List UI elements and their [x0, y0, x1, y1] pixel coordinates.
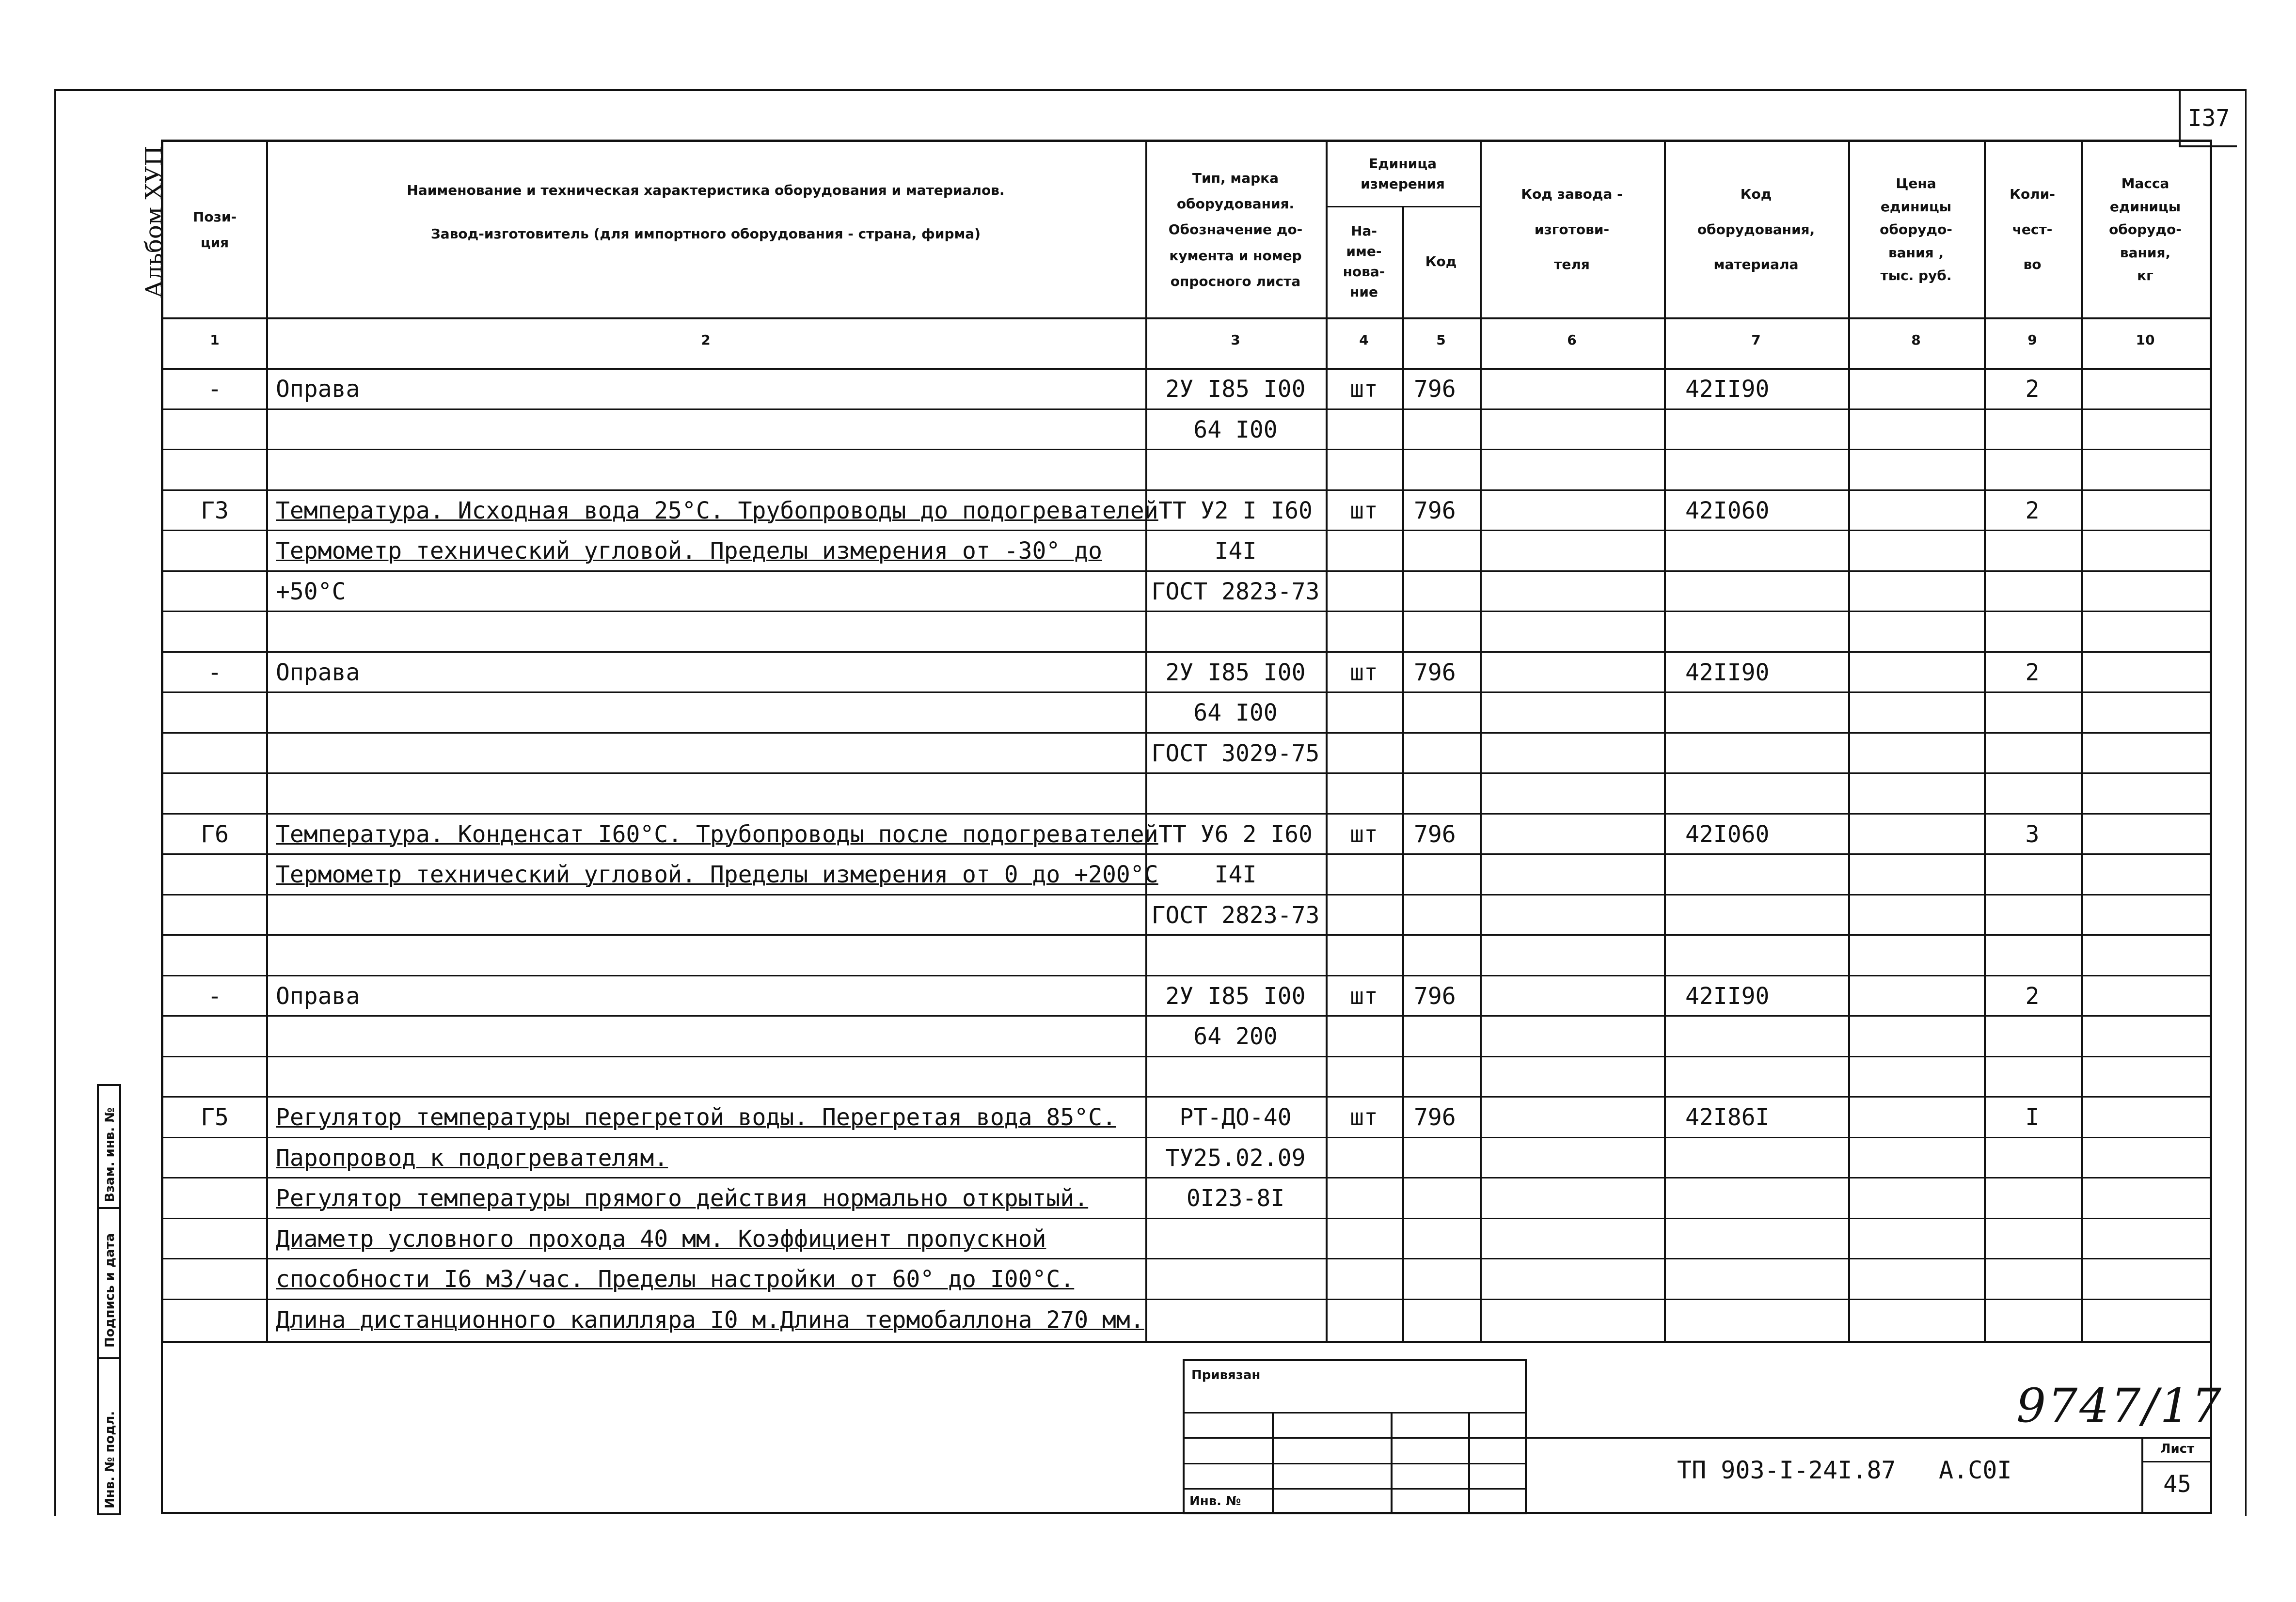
stamp-line	[1185, 1412, 1525, 1414]
stamp-line	[1185, 1463, 1525, 1464]
header-unit-code: Код	[1425, 253, 1457, 270]
header-equipment-code: Код оборудования, материала	[1697, 186, 1815, 273]
list-box	[2141, 1437, 2211, 1512]
column-number: 7	[1751, 332, 1761, 348]
col-divider	[2081, 142, 2083, 1341]
table-cell-code: 42II90	[1685, 376, 1770, 403]
header-price: Цена единицы оборудо- вания , тыс. руб.	[1880, 175, 1952, 284]
table-cell-qty: 2	[2025, 659, 2040, 686]
table-cell-name: Длина дистанционного капилляра I0 м.Длина термобаллона 270 мм.	[276, 1306, 1144, 1334]
side-divider	[99, 1357, 119, 1359]
row-divider	[163, 1299, 2210, 1300]
table-cell-unit: шт	[1350, 659, 1378, 686]
list-number: 45	[2163, 1471, 2191, 1498]
table-cell-type: 64 I00	[1193, 416, 1278, 443]
row-divider	[163, 732, 2210, 734]
header-name-line2: Завод-изготовитель (для импортного оборудования - страна, фирма)	[430, 226, 981, 242]
column-number: 4	[1359, 332, 1369, 348]
col-divider	[1848, 142, 1850, 1341]
table-cell-ucode: 796	[1414, 659, 1456, 686]
table-cell-code: 42I060	[1685, 497, 1770, 524]
row-divider	[163, 813, 2210, 815]
table-cell-pos: Г6	[201, 820, 229, 848]
table-cell-qty: 3	[2025, 820, 2040, 848]
column-number: 6	[1567, 332, 1577, 348]
stamp-inv-no: Инв. №	[1189, 1494, 1241, 1508]
header-divider	[163, 368, 2210, 370]
binding-stamp	[1183, 1359, 1527, 1514]
table-cell-qty: 2	[2025, 497, 2040, 524]
table-cell-name: +50°С	[276, 578, 346, 605]
table-cell-name: Температура. Исходная вода 25°С. Трубопроводы до подогревателей	[276, 497, 1158, 524]
row-divider	[163, 1218, 2210, 1219]
table-cell-pos: -	[207, 659, 222, 686]
col-divider	[1664, 142, 1666, 1341]
handwritten-number: 9747/17	[2016, 1379, 2223, 1433]
row-divider	[163, 975, 2210, 976]
row-divider	[163, 853, 2210, 855]
table-cell-code: 42I060	[1685, 820, 1770, 848]
table-cell-unit: шт	[1350, 376, 1378, 403]
table-cell-name: Термометр технический угловой. Пределы измерения от 0 до +200°С	[276, 861, 1158, 888]
column-number: 2	[701, 332, 711, 348]
table-cell-unit: шт	[1350, 982, 1378, 1010]
table-cell-name: Паропровод к подогревателям.	[276, 1144, 668, 1172]
header-factory-code: Код завода - изготови- теля	[1521, 186, 1623, 273]
stamp-line	[1185, 1488, 1525, 1490]
album-label: Альбом ХУП	[141, 145, 168, 298]
row-divider	[163, 772, 2210, 774]
col-divider	[1326, 142, 1328, 1341]
table-cell-name: Оправа	[276, 376, 360, 403]
table-cell-type: ГОСТ 2823-73	[1151, 901, 1320, 929]
table-cell-code: 42II90	[1685, 982, 1770, 1010]
table-cell-name: Регулятор температуры прямого действия нормально открытый.	[276, 1185, 1089, 1212]
table-cell-ucode: 796	[1414, 820, 1456, 848]
stamp-line	[1272, 1412, 1274, 1512]
table-cell-ucode: 796	[1414, 497, 1456, 524]
sheet-number: I37	[2179, 91, 2237, 147]
table-cell-pos: Г3	[201, 497, 229, 524]
row-divider	[163, 1015, 2210, 1017]
row-divider	[163, 691, 2210, 693]
table-cell-qty: 2	[2025, 982, 2040, 1010]
stamp-line	[1391, 1412, 1393, 1512]
table-cell-qty: 2	[2025, 376, 2040, 403]
side-label-podpis: Подпись и дата	[103, 1233, 117, 1348]
column-number: 10	[2136, 332, 2155, 348]
equipment-table	[161, 140, 2212, 1343]
column-number: 5	[1436, 332, 1446, 348]
table-cell-ucode: 796	[1414, 376, 1456, 403]
row-divider	[163, 1177, 2210, 1178]
side-label-box	[97, 1084, 121, 1515]
table-cell-pos: Г5	[201, 1104, 229, 1131]
table-cell-pos: -	[207, 376, 222, 403]
table-cell-qty: I	[2025, 1104, 2040, 1131]
row-divider	[163, 894, 2210, 895]
header-unit-group: Единица измерения	[1361, 156, 1445, 192]
col-divider	[1480, 142, 1482, 1341]
stamp-line	[1468, 1412, 1470, 1512]
row-divider	[163, 570, 2210, 572]
table-cell-type: ТУ25.02.09	[1165, 1144, 1306, 1172]
table-cell-unit: шт	[1350, 1104, 1378, 1131]
column-number: 1	[210, 332, 220, 348]
table-cell-name: Оправа	[276, 659, 360, 686]
table-cell-code: 42I86I	[1685, 1104, 1770, 1131]
list-label: Лист	[2160, 1442, 2195, 1456]
table-cell-code: 42II90	[1685, 659, 1770, 686]
table-cell-type: 2У I85 I00	[1165, 659, 1306, 686]
side-label-vzam: Взам. инв. №	[103, 1107, 117, 1202]
column-number: 9	[2027, 332, 2037, 348]
row-divider	[163, 1137, 2210, 1138]
album-code: А.С0I	[1939, 1456, 2012, 1484]
table-cell-type: 2У I85 I00	[1165, 982, 1306, 1010]
table-cell-name: Оправа	[276, 982, 360, 1010]
table-cell-type: I4I	[1214, 861, 1257, 888]
document-code: ТП 903-I-24I.87	[1677, 1456, 1896, 1484]
table-cell-unit: шт	[1350, 820, 1378, 848]
row-divider	[163, 611, 2210, 612]
side-label-inv-podl: Инв. № подл.	[103, 1411, 117, 1508]
table-cell-type: 64 200	[1193, 1023, 1278, 1050]
row-divider	[163, 1258, 2210, 1259]
stamp-line	[1185, 1437, 1525, 1439]
header-divider	[163, 317, 2210, 319]
table-cell-unit: шт	[1350, 497, 1378, 524]
header-position: Пози- ция	[192, 208, 237, 251]
row-divider	[163, 530, 2210, 531]
table-cell-type: ТТ У6 2 I60	[1158, 820, 1313, 848]
table-cell-ucode: 796	[1414, 982, 1456, 1010]
row-divider	[163, 449, 2210, 450]
row-divider	[163, 1096, 2210, 1098]
header-type: Тип, марка оборудования. Обозначение до- кумента и номер опросного листа	[1168, 170, 1303, 289]
table-cell-name: Термометр технический угловой. Пределы измерения от -30° до	[276, 537, 1103, 565]
table-cell-type: 64 I00	[1193, 699, 1278, 726]
table-cell-name: Диаметр условного прохода 40 мм. Коэффициент пропускной	[276, 1225, 1046, 1253]
row-divider	[163, 934, 2210, 936]
table-cell-name: Регулятор температуры перегретой воды. Перегретая вода 85°С.	[276, 1104, 1116, 1131]
header-unit-name: На- име- нова- ние	[1343, 223, 1385, 300]
stamp-privyazan: Привязан	[1191, 1368, 1261, 1382]
table-cell-type: ТТ У2 I I60	[1158, 497, 1313, 524]
header-mass: Масса единицы оборудо- вания, кг	[2109, 175, 2182, 284]
table-cell-name: способности I6 м3/час. Пределы настройки от 60° до I00°С.	[276, 1266, 1075, 1293]
table-cell-type: 0I23-8I	[1186, 1185, 1285, 1212]
table-cell-type: 2У I85 I00	[1165, 376, 1306, 403]
row-divider	[163, 651, 2210, 653]
header-name-line1: Наименование и техническая характеристика оборудования и материалов.	[407, 182, 1005, 199]
table-cell-ucode: 796	[1414, 1104, 1456, 1131]
list-divider	[2143, 1461, 2211, 1462]
title-line	[1527, 1437, 2210, 1439]
table-cell-type: РТ-ДО-40	[1179, 1104, 1292, 1131]
column-number: 8	[1911, 332, 1921, 348]
header-quantity: Коли- чест- во	[2010, 186, 2055, 273]
row-divider	[163, 408, 2210, 410]
col-divider	[266, 142, 268, 1341]
table-cell-type: ГОСТ 3029-75	[1151, 739, 1320, 767]
column-number: 3	[1231, 332, 1240, 348]
table-cell-type: ГОСТ 2823-73	[1151, 578, 1320, 605]
row-divider	[163, 1056, 2210, 1057]
row-divider	[163, 489, 2210, 491]
table-cell-type: I4I	[1214, 537, 1257, 565]
table-cell-pos: -	[207, 982, 222, 1010]
table-cell-name: Температура. Конденсат I60°С. Трубопроводы после подогревателей	[276, 820, 1158, 848]
col-divider	[1984, 142, 1986, 1341]
side-divider	[99, 1207, 119, 1209]
